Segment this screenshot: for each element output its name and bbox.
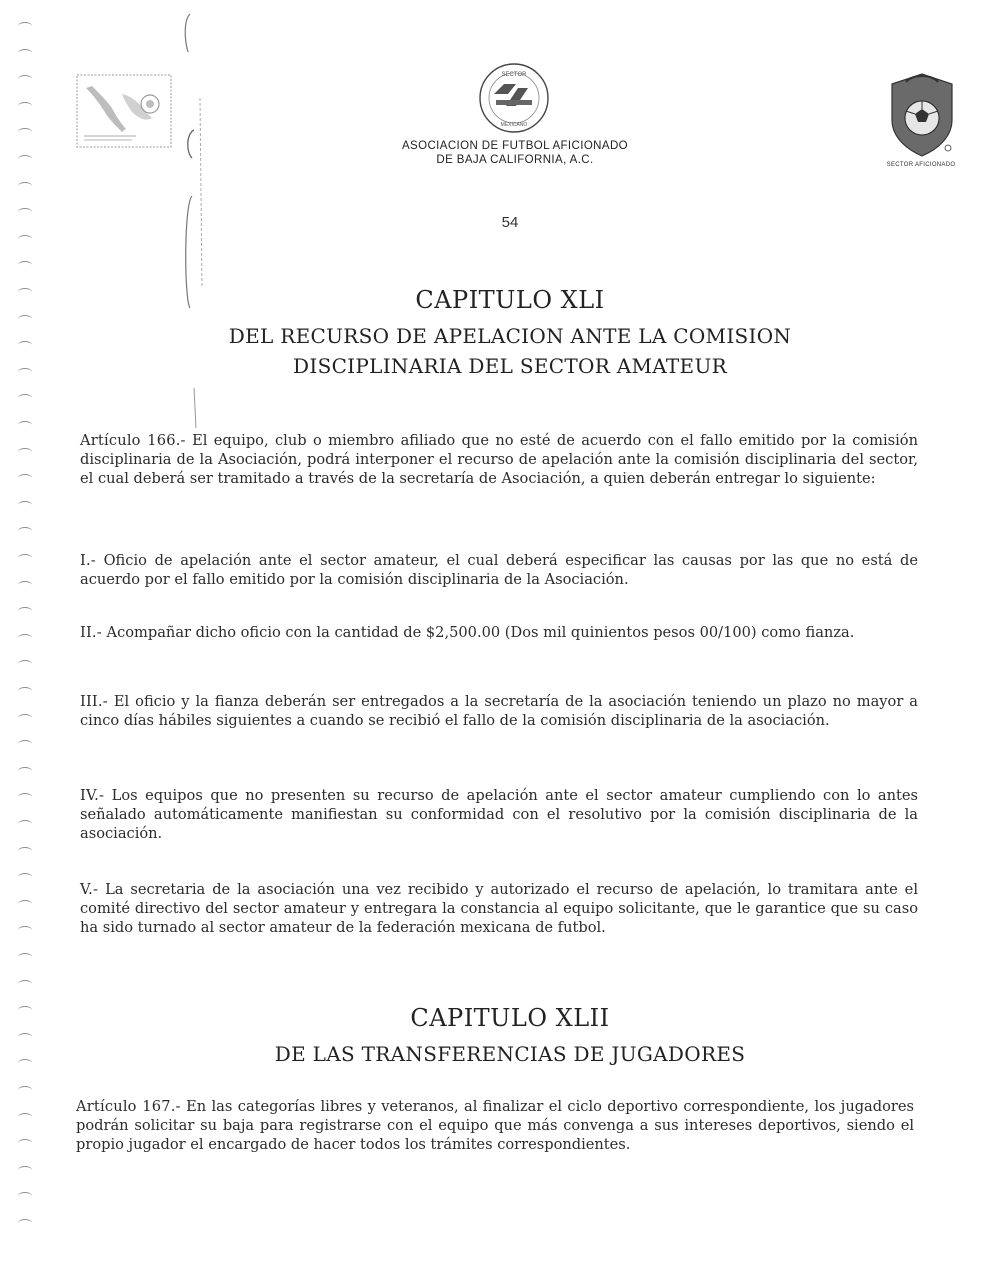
binding-hole [18,49,32,57]
binding-hole [18,288,32,296]
chapter-42-subtitle: DE LAS TRANSFERENCIAS DE JUGADORES [274,1042,746,1066]
binding-hole [18,714,32,722]
binding-hole [18,687,32,695]
binding-hole [18,421,32,429]
binding-hole [18,315,32,323]
binding-hole [18,1219,32,1227]
binding-hole [18,22,32,30]
article-167 [76,1097,914,1154]
item-5 [80,880,918,937]
binding-hole [18,634,32,642]
article-167-text: En las categorías libres y veteranos, al finalizar el ciclo deportivo correspondiente, los jugadores podrán solicitar su baja para registrarse con el equipo que más convenga a sus intereses deportivos, siendo el propio jugador el encargado de hacer todos los trámites correspondientes. [76,1098,914,1153]
item-5-lead: V.- [80,881,99,898]
item-1 [80,551,918,589]
binding-hole [18,873,32,881]
item-2-lead: II.- [80,624,102,641]
item-5-text: La secretaria de la asociación una vez recibido y autorizado el recurso de apelación, lo tramitara ante el comité directivo del sector amateur y entregara la constancia al equipo solicitante, que le garantice que su caso ha sido turnado al sector amateur de la federación mexicana de futbol. [80,881,918,936]
binding-hole [18,527,32,535]
svg-text:SECTOR: SECTOR [501,72,527,78]
binding-hole [18,448,32,456]
chapter-41-subtitle-line-2: DISCIPLINARIA DEL SECTOR AMATEUR [293,354,727,378]
binding-hole [18,607,32,615]
chapter-41-subtitle-line-1: DEL RECURSO DE APELACION ANTE LA COMISION [228,324,792,348]
binding-hole [18,820,32,828]
item-2 [80,623,918,642]
item-3-lead: III.- [80,693,108,710]
binding-hole [18,261,32,269]
binding-hole [18,1033,32,1041]
item-3 [80,692,918,730]
binding-hole [18,740,32,748]
binding-hole [18,474,32,482]
item-1-text: Oficio de apelación ante el sector amateur, el cual deberá especificar las causas por las que no está de acuerdo por el fallo emitido por la comisión disciplinaria de la Asociación. [80,552,918,588]
binding-hole [18,900,32,908]
chapter-41-title: CAPITULO XLI [415,286,605,314]
article-167-lead: Artículo 167.- [76,1098,181,1115]
binding-hole [18,767,32,775]
binding-hole [18,847,32,855]
binding-holes [18,22,34,1262]
binding-hole [18,128,32,136]
item-1-lead: I.- [80,552,96,569]
binding-hole [18,75,32,83]
binding-hole [18,208,32,216]
binding-hole [18,1139,32,1147]
organization-name [330,139,700,167]
binding-hole [18,1166,32,1174]
binding-hole [18,501,32,509]
binding-hole [18,1086,32,1094]
sector-label: SECTOR AFICIONADO [886,162,956,168]
item-4 [80,786,918,843]
page-number: 54 [501,214,519,231]
item-3-text: El oficio y la fianza deberán ser entregados a la secretaría de la asociación teniendo un plazo no mayor a cinco días hábiles siguientes a cuando se recibió el fallo de la comisión disciplinaria de la asociación. [80,693,918,729]
item-2-text: Acompañar dicho oficio con la cantidad de $2,500.00 (Dos mil quinientos pesos 00/100) como fianza. [106,624,855,641]
binding-hole [18,155,32,163]
binding-hole [18,926,32,934]
binding-hole [18,1192,32,1200]
svg-text:MEXICANO: MEXICANO [500,122,528,128]
binding-hole [18,1006,32,1014]
binding-hole [18,1059,32,1067]
binding-hole [18,368,32,376]
binding-hole [18,341,32,349]
item-4-text: Los equipos que no presenten su recurso de apelación ante el sector amateur cumpliendo con lo antes señalado automáticamente manifiestan su conformidad con el resolutivo por la comisión disciplinaria de la asociación. [80,787,919,842]
baja-california-map-logo [76,74,172,148]
futbol-aficionado-emblem [476,60,552,136]
item-4-lead: IV.- [80,787,105,804]
binding-hole [18,793,32,801]
federacion-mexicana-shield [884,68,960,160]
binding-hole [18,1113,32,1121]
binding-hole [18,554,32,562]
chapter-42-title: CAPITULO XLII [410,1004,610,1032]
binding-hole [18,235,32,243]
binding-hole [18,102,32,110]
binding-hole [18,660,32,668]
binding-hole [18,182,32,190]
binding-hole [18,953,32,961]
article-166-lead: Artículo 166.- [80,432,186,449]
binding-hole [18,394,32,402]
binding-hole [18,980,32,988]
org-name-line-2: DE BAJA CALIFORNIA, A.C. [436,154,594,166]
binding-hole [18,581,32,589]
org-name-line-1: ASOCIACION DE FUTBOL AFICIONADO [401,140,629,152]
article-166 [80,431,918,488]
article-166-text: El equipo, club o miembro afiliado que no esté de acuerdo con el fallo emitido por la comisión disciplinaria de la Asociación, podrá interponer el recurso de apelación ante la comisión disciplinaria del sector, el cual deberá ser tramitado a través de la secretaría de Asociación, a quien deberán entregar lo siguiente: [80,432,918,487]
